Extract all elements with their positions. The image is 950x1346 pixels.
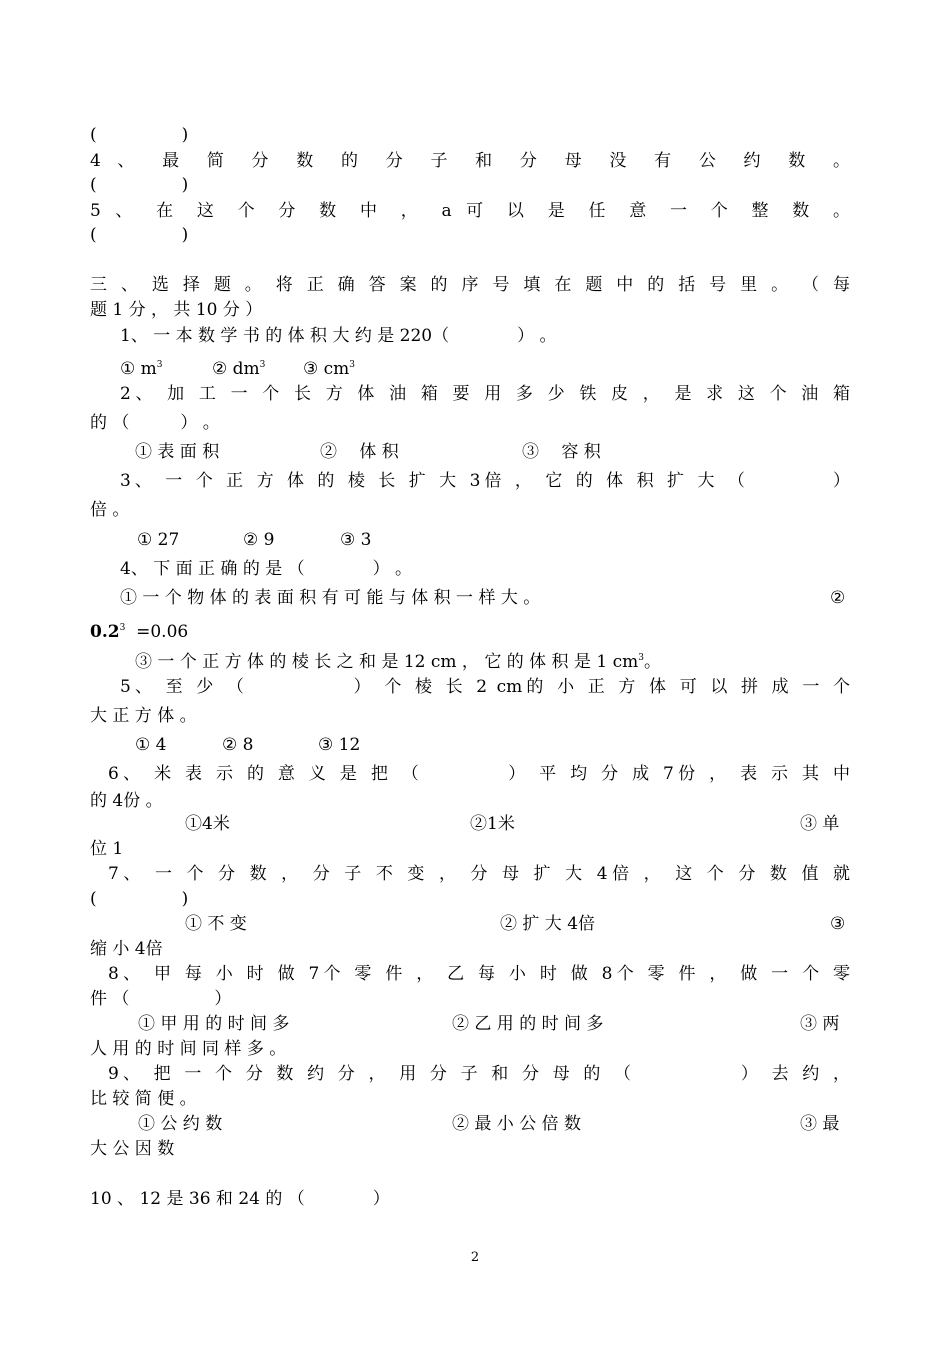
q4-option-3: ③ 一 个 正 方 体 的 棱 长 之 和 是 12 cm ， 它 的 体 积 是 1 $cm^3$。	[135, 652, 661, 672]
q9-option-1: ① 公 约 数	[138, 1114, 223, 1134]
question-4: 4、 下 面 正 确 的 是 （ ） 。	[120, 559, 413, 579]
q8-option-1: ① 甲 用 的 时 间 多	[138, 1014, 290, 1034]
q3-option-1: ① 27	[137, 530, 180, 550]
q8-option-3-cont: 人 用 的 时 间 同 样 多 。	[90, 1039, 287, 1059]
question-2: 2、 加 工 一 个 长 方 体 油 箱 要 用 多 少 铁 皮 ， 是 求 这 个 油 箱	[120, 384, 850, 404]
question-7: 7、 一 个 分 数 ， 分 子 不 变 ， 分 母 扩 大 4倍 ， 这 个 分 数 值 就	[108, 864, 850, 884]
line-bracket-2: ( )	[90, 175, 189, 195]
section-3-heading-cont: 题 1 分 ， 共 10 分 ）	[90, 300, 263, 320]
question-8-cont: 件 （ ）	[90, 989, 232, 1009]
question-6: 6、 米 表 示 的 意 义 是 把 （ ） 平 均 分 成 7份 ， 表 示 其 中	[108, 764, 850, 784]
q6-option-2: ②1米	[470, 814, 515, 834]
q5-option-3: ③ 12	[318, 735, 361, 755]
question-5: 5、 至 少 （ ） 个 棱 长 2 cm的 小 正 方 体 可 以 拼 成 一 个	[120, 677, 850, 697]
question-1: 1、 一 本 数 学 书 的 体 积 大 约 是 220（ ） 。	[120, 326, 557, 346]
q4-option-2: $0.2^3 =0.06$	[90, 622, 189, 642]
question-9: 9、 把 一 个 分 数 约 分 ， 用 分 子 和 分 母 的 （ ） 去 约 ，	[108, 1064, 850, 1084]
statement-5: 5 、 在 这 个 分 数 中 ， a 可 以 是 任 意 一 个 整 数 。	[90, 201, 850, 221]
q1-option-2: ② $dm^3$	[212, 359, 266, 379]
q7-option-1: ① 不 变	[185, 914, 247, 934]
q2-option-2: ② 体 积	[320, 442, 399, 462]
question-7-cont: ( )	[90, 889, 189, 909]
line-bracket-1: ( )	[90, 125, 189, 145]
q1-option-3: ③ $cm^3$	[303, 359, 356, 379]
question-10: 10 、 12 是 36 和 24 的 （ ）	[90, 1189, 390, 1209]
q5-option-2: ② 8	[222, 735, 254, 755]
section-3-heading: 三 、 选 择 题 。 将 正 确 答 案 的 序 号 填 在 题 中 的 括 号 里 。 （ 每	[90, 275, 850, 295]
q9-option-3-cont: 大 公 因 数	[90, 1139, 175, 1159]
q8-option-2: ② 乙 用 的 时 间 多	[452, 1014, 604, 1034]
question-3: 3、 一 个 正 方 体 的 棱 长 扩 大 3倍 ， 它 的 体 积 扩 大 （ ）	[120, 471, 850, 491]
q4-option-1: ① 一 个 物 体 的 表 面 积 有 可 能 与 体 积 一 样 大 。	[120, 588, 541, 608]
question-8: 8、 甲 每 小 时 做 7个 零 件 ， 乙 每 小 时 做 8个 零 件 ， 做 一 个 零	[108, 964, 850, 984]
question-2-cont: 的 （ ） 。	[90, 413, 220, 433]
q7-option-3-cont: 缩 小 4倍	[90, 939, 163, 959]
page-number: 2	[470, 1250, 480, 1265]
q1-option-1: ① $m^3$	[120, 359, 163, 379]
question-6-cont: 的 4份 。	[90, 791, 163, 811]
question-3-cont: 倍 。	[90, 500, 130, 520]
q8-option-3: ③ 两	[800, 1014, 840, 1034]
q4-option-2-marker: ②	[830, 588, 846, 608]
q2-option-1: ① 表 面 积	[135, 442, 220, 462]
question-5-cont: 大 正 方 体 。	[90, 706, 197, 726]
question-9-cont: 比 较 简 便 。	[90, 1089, 197, 1109]
q2-option-3: ③ 容 积	[522, 442, 601, 462]
line-bracket-3: ( )	[90, 225, 189, 245]
q7-option-3: ③	[830, 914, 846, 934]
q9-option-3: ③ 最	[800, 1114, 840, 1134]
q7-option-2: ② 扩 大 4倍	[500, 914, 596, 934]
q9-option-2: ② 最 小 公 倍 数	[452, 1114, 582, 1134]
q3-option-2: ② 9	[243, 530, 275, 550]
q6-option-1: ①4米	[185, 814, 230, 834]
statement-4: 4 、 最 简 分 数 的 分 子 和 分 母 没 有 公 约 数 。	[90, 151, 850, 171]
q3-option-3: ③ 3	[340, 530, 372, 550]
q6-option-3: ③ 单	[800, 814, 840, 834]
q5-option-1: ① 4	[135, 735, 167, 755]
q6-option-3-cont: 位 1	[90, 839, 124, 859]
